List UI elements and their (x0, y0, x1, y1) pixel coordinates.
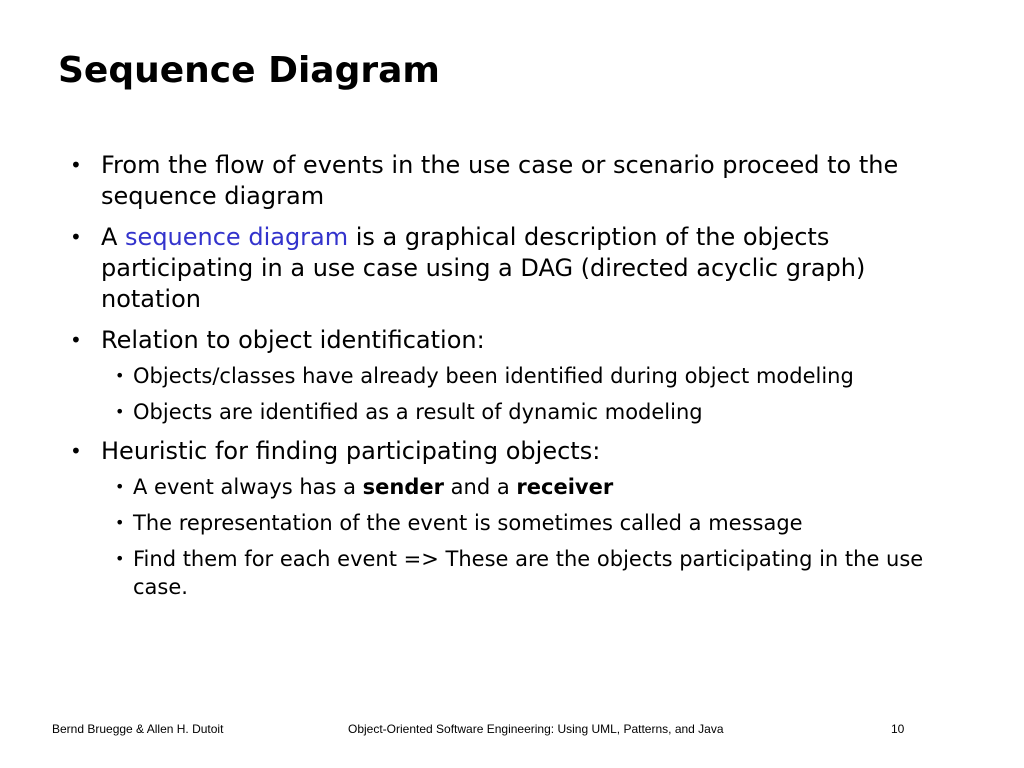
highlighted-term: sequence diagram (125, 223, 349, 251)
bullet-item (70, 436, 970, 601)
bullet-item (70, 222, 970, 315)
bullet-item (70, 150, 970, 212)
sub-bullet-item (115, 473, 970, 501)
sub-bullet-text-mid: and a (444, 475, 517, 499)
slide-body (70, 150, 970, 611)
bullet-text: From the flow of events in the use case or scenario proceed to the sequence diagram (101, 151, 899, 210)
bullet-icon: • (70, 153, 82, 177)
bullet-icon: • (70, 439, 82, 463)
sub-bullet-item (115, 362, 970, 390)
sub-bullet-text: Find them for each event => These are the objects participating in the use case. (133, 547, 924, 599)
sub-bullet-item (115, 509, 970, 537)
bold-term-receiver: receiver (516, 475, 614, 499)
sub-bullet-icon: • (115, 513, 125, 532)
slide-title: Sequence Diagram (58, 50, 440, 91)
footer-book-title: Object-Oriented Software Engineering: Using UML, Patterns, and Java (348, 722, 724, 736)
sub-bullet-icon: • (115, 366, 125, 385)
footer-page-number: 10 (891, 722, 905, 736)
sub-bullet-item (115, 398, 970, 426)
sub-bullet-list (101, 473, 970, 601)
sub-bullet-icon: • (115, 549, 125, 568)
footer-authors: Bernd Bruegge & Allen H. Dutoit (52, 722, 224, 736)
bullet-text-post: is a graphical description of the objects participating in a use case using a DAG (directed acyclic graph) notation (101, 223, 866, 313)
sub-bullet-text: The representation of the event is sometimes called a message (133, 511, 803, 535)
bold-term-sender: sender (362, 475, 444, 499)
sub-bullet-icon: • (115, 477, 125, 496)
bullet-text: Heuristic for finding participating objects: (101, 437, 601, 465)
bullet-item (70, 325, 970, 426)
bullet-icon: • (70, 225, 82, 249)
sub-bullet-item (115, 545, 970, 601)
sub-bullet-text: Objects are identified as a result of dynamic modeling (133, 400, 703, 424)
sub-bullet-text-pre: A event always has a (133, 475, 363, 499)
sub-bullet-icon: • (115, 402, 125, 421)
bullet-icon: • (70, 328, 82, 352)
sub-bullet-list (101, 362, 970, 426)
bullet-text-pre: A (101, 223, 126, 251)
sub-bullet-text: Objects/classes have already been identified during object modeling (133, 364, 854, 388)
bullet-list (70, 150, 970, 601)
bullet-text: Relation to object identification: (101, 326, 485, 354)
